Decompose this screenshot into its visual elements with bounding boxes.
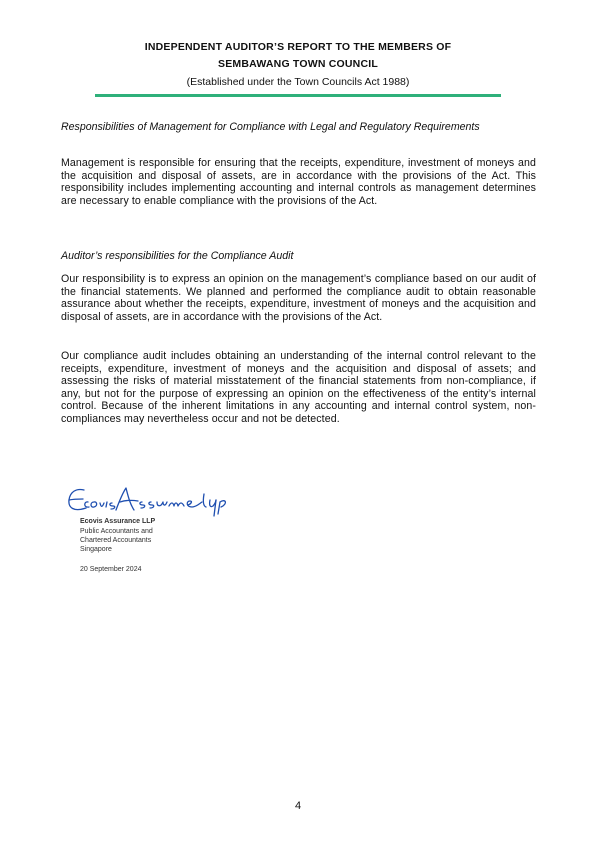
report-title-line1: INDEPENDENT AUDITOR’S REPORT TO THE MEMBERS OF xyxy=(144,41,452,53)
section-heading-management: Responsibilities of Management for Compliance with Legal and Regulatory Requirements xyxy=(61,121,480,133)
header-divider xyxy=(95,94,501,97)
handwritten-signature xyxy=(64,482,234,518)
section-heading-auditor: Auditor’s responsibilities for the Compliance Audit xyxy=(61,250,294,262)
signatory-designation-line2: Chartered Accountants xyxy=(80,537,152,544)
signature-date: 20 September 2024 xyxy=(80,566,142,573)
paragraph-compliance-audit: Our compliance audit includes obtaining an understanding of the internal control relevant to the receipts, expenditure, investment of moneys and the acquisition and disposal of assets; and assessing the risks of material misstatement of the financial statements from non-compliance, if any, but not for the purpose of expressing an opinion on the effectiveness of the entity’s internal control. Because of the inherent limitations in any accounting and internal control system, non-compliances may nevertheless occur and not be detected. xyxy=(61,350,536,425)
page-number: 4 xyxy=(294,800,302,812)
paragraph-auditor-responsibility: Our responsibility is to express an opinion on the management’s compliance based on our audit of the financial statements. We planned and performed the compliance audit to obtain reasonable assurance about whether the receipts, expenditure, investment of moneys and the acquisition and disposal of assets, are in accordance with the provisions of the Act. xyxy=(61,273,536,323)
signatory-designation-line1: Public Accountants and xyxy=(80,528,153,535)
paragraph-management-responsibility: Management is responsible for ensuring that the receipts, expenditure, investment of moneys and the acquisition and disposal of assets, are in accordance with the provisions of the Act. This responsibility includes implementing accounting and internal controls as management determines are necessary to enable compliance with the provisions of the Act. xyxy=(61,157,536,207)
signatory-location: Singapore xyxy=(80,546,112,553)
report-subtitle: (Established under the Town Councils Act 1988) xyxy=(186,76,410,88)
report-title-line2: SEMBAWANG TOWN COUNCIL xyxy=(218,58,378,70)
signatory-firm-name: Ecovis Assurance LLP xyxy=(80,518,156,525)
